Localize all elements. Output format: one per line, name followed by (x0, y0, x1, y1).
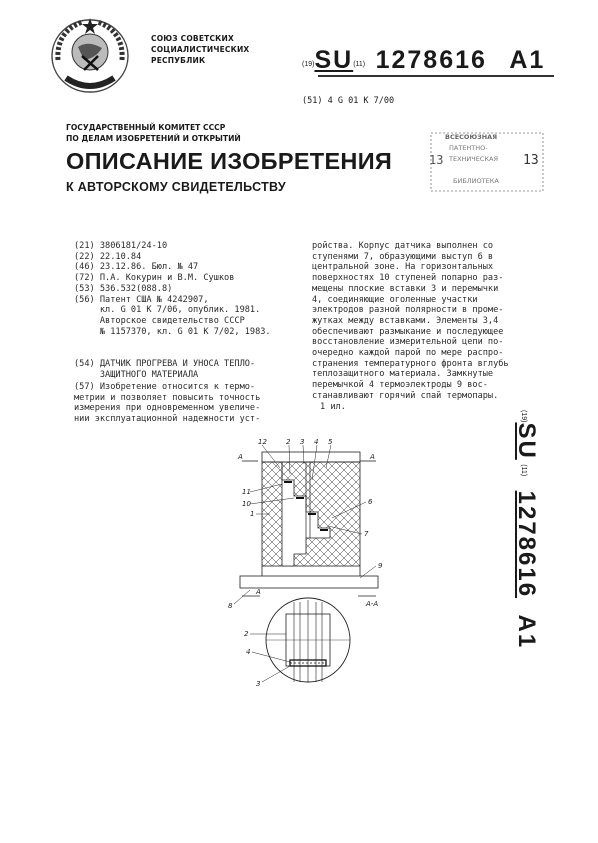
document-title: ОПИСАНИЕ ИЗОБРЕТЕНИЯ (66, 148, 393, 174)
abstract-line: странения температурного фронта вглубь (312, 358, 509, 369)
ipc-code: (51) 4 (302, 96, 333, 106)
vertical-code-11: (11) (520, 464, 527, 477)
abstract-line: поверхностях 10 ступеней попарно раз- (312, 273, 504, 284)
label-A-bottom: A (256, 588, 261, 596)
technical-drawing (220, 434, 400, 694)
bib-line: (21) 3806181/24-10 (74, 241, 168, 251)
abstract-line: теплозащитного материала. Замкнутые (312, 369, 494, 380)
bib-line: (53) 536.532(088.8) (74, 283, 173, 294)
committee-line: ПО ДЕЛАМ ИЗОБРЕТЕНИЙ И ОТКРЫТИЙ (66, 134, 241, 143)
bib-line: кл. G 01 K 7/06, опублик. 1981. (74, 305, 261, 316)
abstract-line: 4, соединяющие оголенные участки (312, 294, 478, 305)
abstract-line: 1 ил. (320, 401, 346, 412)
abstract-line: метрии и позволяет повысить точность (74, 392, 261, 403)
vertical-country: SU (513, 422, 540, 460)
abstract-line: электродов разной полярности в проме- (312, 305, 504, 316)
label-7: 7 (364, 530, 369, 538)
abstract-line: центральной зоне. На горизонтальных (312, 262, 494, 273)
abstract-line: (57) Изобретение относится к термо- (74, 382, 256, 392)
abstract-line: очередно каждой парой по мере распро- (312, 348, 504, 359)
label-8: 8 (228, 602, 233, 610)
vertical-number: 1278616 (513, 490, 540, 599)
bib-line: № 1157370, кл. G 01 K 7/02, 1983. (74, 326, 271, 337)
label-A-right: A (370, 453, 375, 461)
patent-number: 1278616 (375, 46, 487, 74)
union-line: СОЮЗ СОВЕТСКИХ (151, 34, 234, 43)
label-A-left: A (238, 453, 243, 461)
label-4: 4 (314, 438, 319, 446)
label-6: 6 (368, 498, 373, 506)
committee-line: ГОСУДАРСТВЕННЫЙ КОМИТЕТ СССР (66, 123, 226, 132)
abstract-line: ройства. Корпус датчика выполнен со (312, 241, 494, 251)
bibliographic-data (74, 241, 271, 337)
code-19: (19) (302, 61, 315, 68)
ipc-value: G 01 K 7/00 (337, 96, 395, 106)
library-stamp (423, 131, 551, 193)
union-name (151, 33, 249, 66)
bib-line: (56) Патент США № 4242907, (74, 294, 209, 305)
name-line: ЗАЩИТНОГО МАТЕРИАЛА (74, 369, 199, 380)
label-5: 5 (328, 438, 333, 446)
committee-name (66, 122, 241, 144)
ussr-emblem (48, 12, 132, 96)
abstract-line: станавливают горячий спай термопары. (312, 390, 499, 401)
document-subtitle: К АВТОРСКОМУ СВИДЕТЕЛЬСТВУ (66, 180, 286, 194)
invention-name (74, 359, 255, 380)
label-2-section: 2 (244, 630, 249, 638)
abstract-start (74, 382, 260, 425)
label-12: 12 (258, 438, 267, 446)
vertical-code-19: (19) (520, 410, 527, 423)
abstract-line: перемычкой 4 термоэлектроды 9 вос- (312, 380, 488, 391)
label-3-section: 3 (256, 680, 261, 688)
stamp-line: ВСЕСОЮЗНАЯ (445, 133, 498, 141)
country-code: SU (314, 46, 354, 74)
name-line: (54) ДАТЧИК ПРОГРЕВА И УНОСА ТЕПЛО- (74, 359, 256, 369)
bib-line: (72) П.А. Кокурин и В.М. Сушков (74, 273, 235, 284)
label-4-section: 4 (246, 648, 251, 656)
stamp-number-right: 13 (523, 153, 539, 168)
label-10: 10 (242, 500, 251, 508)
stamp-number-left: 13 (429, 153, 444, 167)
number-underline (318, 75, 554, 77)
abstract-line: жутках между вставками. Элементы 3,4 (312, 315, 499, 326)
bib-line: (22) 22.10.84 (74, 251, 142, 262)
abstract-line: нии эксплуатационной надежности уст- (74, 414, 261, 425)
stamp-line: ТЕХНИЧЕСКАЯ (449, 155, 498, 163)
label-9: 9 (378, 562, 383, 570)
stamp-line: ПАТЕНТНО- (449, 144, 488, 152)
union-line: РЕСПУБЛИК (151, 56, 206, 65)
abstract-line: ступенями 7, образующими выступ 6 в (312, 251, 494, 262)
stamp-line: БИБЛИОТЕКА (453, 177, 499, 185)
label-1: 1 (250, 510, 255, 518)
abstract-line: измерения при одновременном увеличе- (74, 403, 261, 414)
vertical-kind: A1 (513, 614, 540, 650)
abstract-line: восстановление измерительной цепи по- (312, 337, 504, 348)
bib-line: (46) 23.12.86. Бюл. № 47 (74, 262, 199, 273)
label-A-A: A-A (366, 600, 379, 608)
label-2: 2 (286, 438, 291, 446)
abstract-line: мещены плоские вставки 3 и перемычки (312, 283, 499, 294)
patent-number-block (302, 46, 545, 75)
code-11: (11) (353, 61, 366, 68)
union-line: СОЦИАЛИСТИЧЕСКИХ (151, 45, 250, 54)
ipc-classification (302, 96, 394, 106)
label-3: 3 (300, 438, 305, 446)
bib-line: Авторское свидетельство СССР (74, 315, 245, 326)
patent-kind: A1 (509, 46, 546, 74)
label-11: 11 (242, 488, 251, 496)
abstract-continuation (312, 241, 509, 412)
vertical-patent-number (512, 410, 540, 649)
abstract-line: обеспечивают размыкание и последующее (312, 326, 504, 337)
